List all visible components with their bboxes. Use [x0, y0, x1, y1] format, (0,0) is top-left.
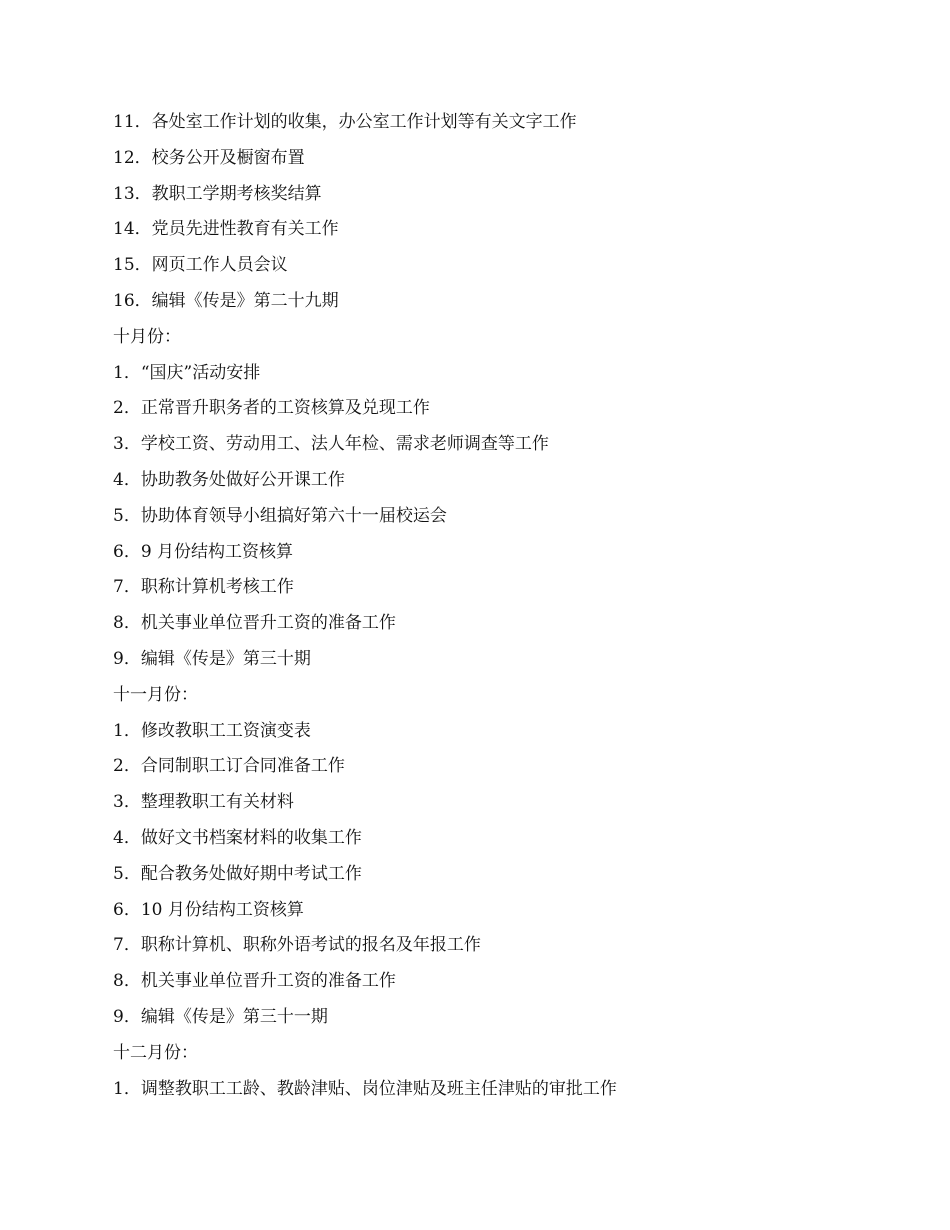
- list-item: 2．正常晋升职务者的工资核算及兑现工作: [113, 398, 430, 419]
- list-item: 3．学校工资、劳动用工、法人年检、需求老师调查等工作: [113, 434, 549, 455]
- list-item: 5．协助体育领导小组搞好第六十一届校运会: [113, 505, 447, 526]
- list-item: 1．“国庆”活动安排: [113, 362, 261, 383]
- month-heading-october: 十月份：: [113, 326, 181, 347]
- month-heading-november: 十一月份：: [113, 684, 198, 705]
- list-item: 2．合同制职工订合同准备工作: [113, 756, 345, 777]
- list-item: 4．做好文书档案材料的收集工作: [113, 827, 362, 848]
- list-item: 8．机关事业单位晋升工资的准备工作: [113, 613, 396, 634]
- list-item: 1．调整教职工工龄、教龄津贴、岗位津贴及班主任津贴的审批工作: [113, 1078, 617, 1099]
- list-item: 9．编辑《传是》第三十一期: [113, 1006, 328, 1027]
- list-item: 5．配合教务处做好期中考试工作: [113, 863, 362, 884]
- list-item: 8．机关事业单位晋升工资的准备工作: [113, 971, 396, 992]
- list-item: 4．协助教务处做好公开课工作: [113, 469, 345, 490]
- list-item: 14．党员先进性教育有关工作: [113, 219, 339, 240]
- list-item: 7．职称计算机考核工作: [113, 577, 294, 598]
- list-item: 1．修改教职工工资演变表: [113, 720, 311, 741]
- list-item: 6．9 月份结构工资核算: [113, 541, 294, 562]
- list-item: 11．各处室工作计划的收集，办公室工作计划等有关文字工作: [113, 112, 577, 132]
- list-item: 6．10 月份结构工资核算: [113, 899, 304, 920]
- list-item: 15．网页工作人员会议: [113, 255, 288, 276]
- document-body: [113, 105, 853, 1107]
- list-item: 16．编辑《传是》第二十九期: [113, 290, 339, 311]
- list-item: 12．校务公开及橱窗布置: [113, 147, 305, 168]
- list-item: 3．整理教职工有关材料: [113, 792, 294, 813]
- list-item: 13．教职工学期考核奖结算: [113, 183, 322, 204]
- list-item: 9．编辑《传是》第三十期: [113, 648, 311, 669]
- month-heading-december: 十二月份：: [113, 1042, 198, 1063]
- list-item: 7．职称计算机、职称外语考试的报名及年报工作: [113, 935, 481, 956]
